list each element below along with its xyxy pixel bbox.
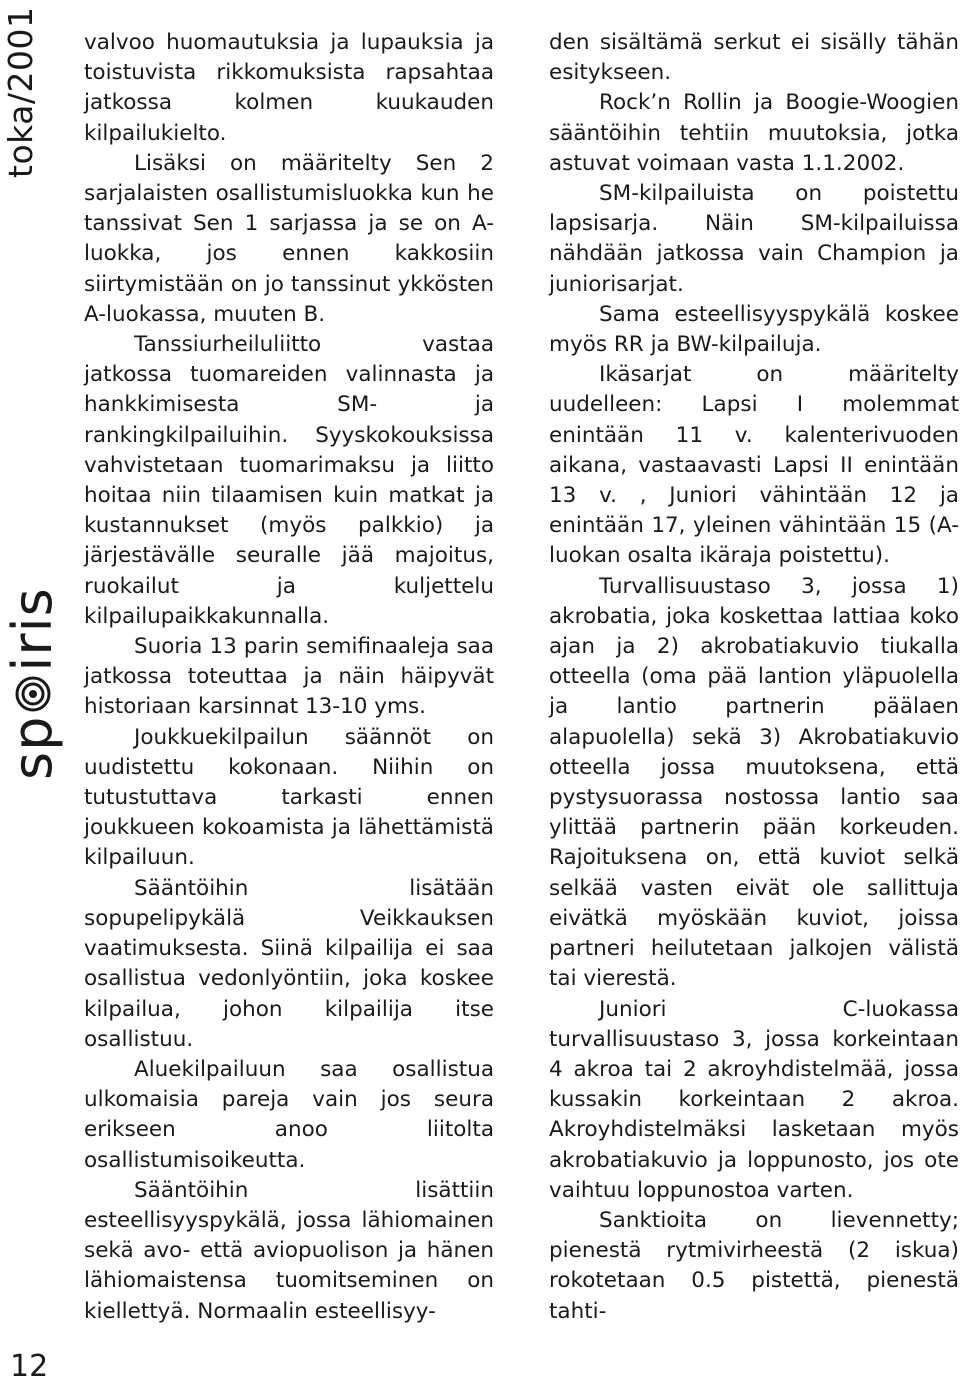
paragraph: Lisäksi on määritelty Sen 2 sarjalaisten osallistumisluokka kun he tanssivat Sen 1 sarjassa ja se on A-luokka, jos ennen kakkosiin siirtymistään on jo tanssinut ykkösten A-luokassa, muuten B. [84,150,494,327]
paragraph: den sisältämä serkut ei sisälly tähän esitykseen. [549,30,959,86]
paragraph: Sanktioita on lievennetty; pienestä rytmivirheestä (2 iskua) rokotetaan 0.5 pistettä, pienestä tahti- [549,1207,959,1324]
paragraph: Turvallisuustaso 3, jossa 1) akrobatia, joka koskettaa lattiaa koko ajan ja 2) akrobatiakuvio tiukalla otteella (oma pää lantion yläpuolella ja lantio partnerin päälaen alapuolella) sekä 3) Akrobatiakuvio otteella jossa muutoksena, että pystysuorassa nostossa lantio saa ylittää partnerin pään korkeuden. Rajoituksena on, että kuviot selkä selkää vasten eivät ole sallittuja eivätkä myöskään kuviot, joissa partneri heilutetaan jalkojen välistä tai vierestä. [549,573,959,992]
issue-label: toka/2001 [1,6,40,178]
spiris-logo [1,587,64,780]
paragraph: Tanssiurheiluliitto vastaa jatkossa tuomareiden valinnasta ja hankkimisesta SM- ja rankingkilpailuihin. Syyskokouksissa vahvistetaan tuomarimaksu ja liitto hoitaa niin tilaamisen kuin matkat ja kustannukset (myös palkkio) ja järjestävälle seuralle jää majoitus, ruokailut ja kuljettelu kilpailupaikkakunnalla. [84,332,494,629]
paragraph: SM-kilpailuista on poistettu lapsisarja. Näin SM-kilpailuissa nähdään jatkossa vain Champion ja juniorisarjat. [549,181,959,297]
right-column [549,28,959,1327]
paragraph: Suoria 13 parin semifinaaleja saa jatkossa toteuttaa ja näin häipyvät historiaan karsinnat 13-10 yms. [84,634,494,720]
logo-text-left: sp [1,715,64,780]
paragraph: Sääntöihin lisättiin esteellisyyspykälä, jossa lähiomainen sekä avo- että aviopuolison ja hänen lähiomaistensa tuomitseminen on kiellettyä. Normaalin esteellisyy- [84,1177,494,1324]
paragraph: Ikäsarjat on määritelty uudelleen: Lapsi I molemmat enintään 11 v. kalenterivuoden aikana, vastaavasti Lapsi II enintään 13 v. , Juniori vähintään 12 ja enintään 17, yleinen vähintään 15 (A-luokan osalta ikäraja poistettu). [549,362,959,569]
left-column [84,28,494,1327]
paragraph: Joukkuekilpailun säännöt on uudistettu kokonaan. Niihin on tutustuttava tarkasti ennen joukkueen kokoamista ja lähettämistä kilpailuun. [84,724,494,871]
paragraph: Juniori C-luokassa turvallisuustaso 3, jossa korkeintaan 4 akroa tai 2 akroyhdistelmää, jossa kussakin korkeintaan 2 akroa. Akroyhdistelmäksi lasketaan myös akrobatiakuvio ja loppunosto, jos ote vaihtuu loppunostoa varten. [549,996,959,1203]
paragraph: valvoo huomautuksia ja lupauksia ja toistuvista rikkomuksista rapsahtaa jatkossa kolmen kuukauden kilpailukielto. [84,30,494,146]
swirl-icon [13,674,53,714]
paragraph: Sama esteellisyyspykälä koskee myös RR ja BW-kilpailuja. [549,301,959,358]
paragraph: Sääntöihin lisätään sopupelipykälä Veikkauksen vaatimuksesta. Siinä kilpailija ei saa osallistua vedonlyöntiin, joka koskee kilpailua, johon kilpailija itse osallistuu. [84,875,494,1052]
paragraph: Rock’n Rollin ja Boogie-Woogien sääntöihin tehtiin muutoksia, jotka astuvat voimaan vasta 1.1.2002. [549,90,959,176]
paragraph: Aluekilpailuun saa osallistua ulkomaisia pareja vain jos seura erikseen anoo liitolta osallistumisoikeutta. [84,1056,494,1173]
page-number: 12 [10,1349,49,1384]
logo-text-right: iris [1,587,64,672]
sidebar [0,0,62,1385]
